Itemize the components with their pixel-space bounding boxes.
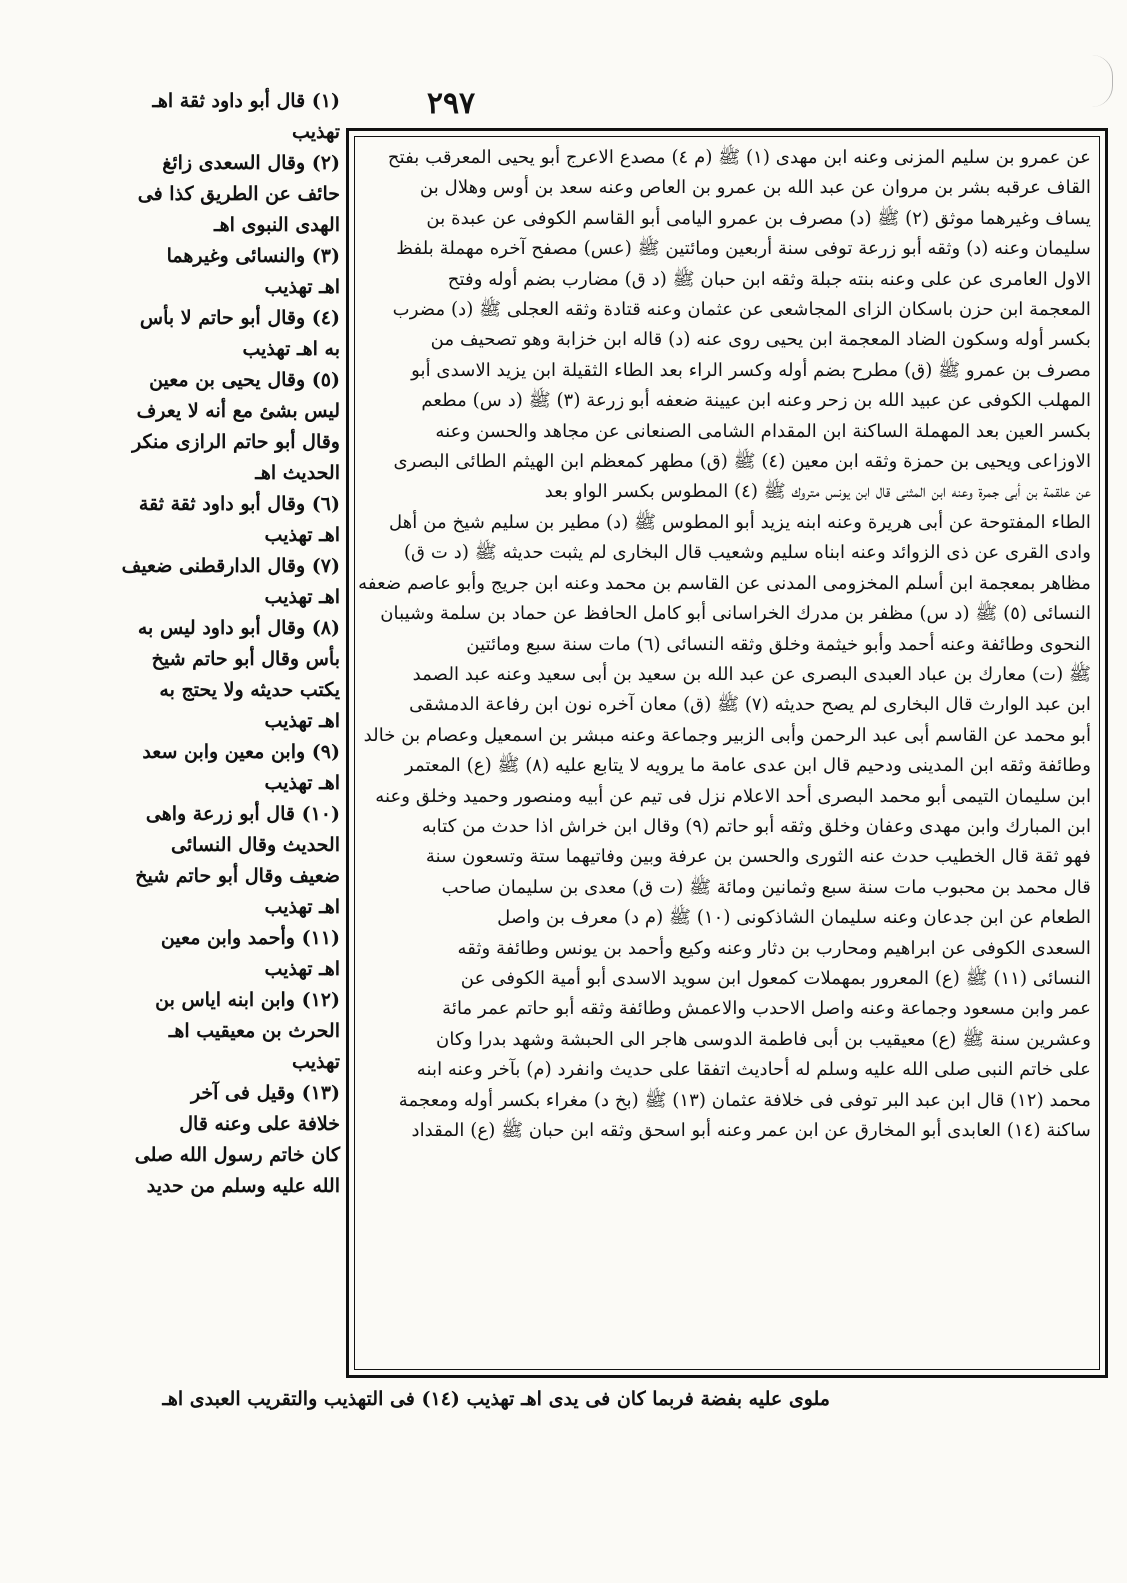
main-text-line: بكسر العين بعد المهملة الساكنة ابن المقدام الشامى الصنعانى عن مجاهد والحسن وعنه (435, 420, 1091, 442)
side-note-line: الحديث اهـ (255, 462, 340, 484)
main-text-line: ابن المبارك وابن مهدى وعفان وخلق وثقه أبو حاتم (٩) وقال ابن خراش اذا حدث من كتابه (421, 815, 1091, 837)
main-text-line: ﷺ (ت) معارك بن عباد العبدى البصرى عن عبد الله بن سعيد بن أبى سعيد وعنه عبد الصمد (412, 663, 1091, 685)
side-note-line: خلافة على وعنه قال (179, 1113, 340, 1135)
side-note-line: الله عليه وسلم من حديد (146, 1175, 340, 1197)
main-text-line: وادى القرى عن ذى الزوائد وعنه ابناه سليم وشعيب قال البخارى لم يثبت حديثه ﷺ (د ت ق) (403, 542, 1091, 564)
side-note-line: الحرث بن معيقيب اهـ (168, 1020, 340, 1042)
main-text-body (358, 143, 1091, 1365)
side-note-line: اهـ تهذيب (264, 276, 340, 298)
footer-note-line: ملوى عليه بفضة فربما كان فى يدى اهـ تهذيب (١٤) فى التهذيب والتقريب العبدى اهـ (162, 1388, 830, 1410)
side-note-line: تهذيب (292, 1051, 340, 1073)
side-note-line: (٨) وقال أبو داود ليس به (137, 617, 340, 639)
side-note-line: اهـ تهذيب (264, 586, 340, 608)
side-note-line: (٢) وقال السعدى زائغ (162, 152, 340, 174)
main-text-line: القاف عرقبه بشر بن مروان عن عبد الله بن عمرو بن العاص وعنه سعد بن أوس وهلال بن (419, 177, 1091, 199)
main-text-line: يساف وغيرهما موثق (٢) ﷺ (د) مصرف بن عمرو اليامى أبو القاسم الكوفى عن عبدة بن (426, 207, 1091, 229)
side-note-line: (٣) والنسائى وغيرهما (166, 245, 340, 267)
main-text-line: سليمان وعنه (د) وثقه أبو زرعة توفى سنة أربعين ومائتين ﷺ (عس) مصفح آخره مهملة بلفظ (396, 238, 1091, 260)
side-note-line: اهـ تهذيب (264, 772, 340, 794)
main-text-line: محمد (١٢) قال ابن عبد البر توفى فى خلافة عثمان (١٣) ﷺ (بخ د) مغراء بكسر أوله ومعجمة (398, 1089, 1091, 1111)
side-note-line: (١٣) وقيل فى آخر (190, 1082, 340, 1104)
side-note-line: اهـ تهذيب (264, 524, 340, 546)
main-text-line: قال محمد بن محبوب مات سنة سبع وثمانين ومائة ﷺ (ت ق) معدى بن سليمان صاحب (441, 876, 1091, 898)
side-note-line: (١٠) قال أبو زرعة واهى (145, 803, 340, 825)
side-note-line: (٧) وقال الدارقطنى ضعيف (121, 555, 340, 577)
side-note-line: الهدى النبوى اهـ (214, 214, 340, 236)
main-text-line: وطائفة وثقه ابن المدينى ودحيم قال ابن عدى عامة ما يرويه لا يتابع عليه (٨) ﷺ (ع) المعتمر (404, 755, 1091, 777)
main-text-line: الطاء المفتوحة عن أبى هريرة وعنه ابنه يزيد أبو المطوس ﷺ (د) مطير بن سليم شيخ من أهل (388, 511, 1091, 533)
main-text-line: مظاهر بمعجمة ابن أسلم المخزومى المدنى عن القاسم بن محمد وعنه ابن جريج وأبو عاصم ضعفه (358, 572, 1091, 594)
side-note-line: اهـ تهذيب (264, 710, 340, 732)
side-note-line: وقال أبو حاتم الرازى منكر (132, 431, 340, 453)
side-note-line: اهـ تهذيب (264, 896, 340, 918)
side-note-line: بأس وقال أبو حاتم شيخ (151, 648, 340, 670)
side-note-line: يكتب حديثه ولا يحتج به (159, 679, 340, 701)
side-note-line: اهـ تهذيب (264, 958, 340, 980)
main-text-line: عن عمرو بن سليم المزنى وعنه ابن مهدى (١) ﷺ (م ٤) مصدع الاعرج أبو يحيى المعرقب بفتح (387, 147, 1091, 168)
main-text-line: ابن عبد الوارث قال البخارى لم يصح حديثه (٧) ﷺ (ق) معان آخره نون ابن رفاعة الدمشقى (409, 694, 1091, 716)
side-note-line: (٥) وقال يحيى بن معين (149, 369, 340, 391)
side-notes-column (121, 86, 340, 1202)
main-text-line: الاول العامرى عن على وعنه بنته جبلة وثقه ابن حبان ﷺ (د ق) مضارب بضم أوله وفتح (447, 268, 1091, 290)
page-number: ٢٩٧ (426, 86, 476, 121)
side-note-line: (١) قال أبو داود ثقة اهـ (152, 90, 340, 112)
side-note-line: (٦) وقال أبو داود ثقة ثقة (138, 493, 340, 515)
main-text-line: ساكنة (١٤) العابدى أبو المخارق عن ابن عمر وعنه أبو اسحق وثقه ابن حبان ﷺ (ع) المقداد (411, 1120, 1091, 1141)
main-text-line: النسائى (١١) ﷺ (ع) المعرور بمهملات كمعول ابن سويد الاسدى أبو أمية الكوفى عن (460, 967, 1091, 989)
side-note-line: ضعيف وقال أبو حاتم شيخ (135, 865, 340, 887)
main-text-line: عمر وابن مسعود وجماعة وعنه واصل الاحدب والاعمش وطائفة وثقه أبو حاتم عمر مائة (442, 998, 1091, 1020)
side-note-line: ليس بشئ مع أنه لا يعرف (136, 400, 340, 422)
side-note-line: كان خاتم رسول الله صلى (134, 1144, 340, 1166)
main-text-line: مصرف بن عمرو ﷺ (ق) مطرح بضم أوله وكسر الراء بعد الطاء الثقيلة ابن يزيد الاسدى أبو (411, 359, 1091, 381)
side-note-line: (٩) وابن معين وابن سعد (142, 741, 340, 763)
main-text-frame (346, 128, 1108, 1378)
main-text-line: المهلب الكوفى عن عبيد الله بن زحر وعنه ابن عيينة ضعفه أبو زرعة (٣) ﷺ (د س) مطعم (421, 390, 1091, 412)
side-note-line: (٤) وقال أبو حاتم لا بأس (139, 307, 340, 329)
main-text-line: فهو ثقة قال الخطيب حدث عنه الثورى والحسن بن عرفة وبين وفاتيهما ستة وتسعون سنة (425, 846, 1091, 868)
side-note-line: (١٢) وابن ابنه اياس بن (155, 989, 340, 1011)
main-text-line: ابن سليمان التيمى أبو محمد البصرى أحد الاعلام نزل فى تيم عن أبيه ومنصور وحميد وخلق وعنه (375, 785, 1091, 807)
side-note-line: (١١) وأحمد وابن معين (160, 927, 340, 949)
main-text-line: المعجمة ابن حزن باسكان الزاى المجاشعى عن عثمان وعنه قتادة وثقه العجلى ﷺ (د) مضرب (392, 299, 1091, 321)
side-note-line: به اهـ تهذيب (242, 338, 340, 360)
main-text-line: النسائى (٥) ﷺ (د س) مظفر بن مدرك الخراسانى أبو كامل الحافظ عن حماد بن سلمة وشيبان (380, 603, 1091, 625)
main-text-line: السعدى الكوفى عن ابراهيم ومحارب بن دثار وعنه وكيع وأحمد بن يونس وطائفة وثقه (457, 937, 1091, 959)
main-text-line: النحوى وطائفة وعنه أحمد وأبو خيثمة وخلق وثقه النسائى (٦) مات سنة سبع ومائتين (466, 633, 1091, 655)
main-text-line: على خاتم النبى صلى الله عليه وسلم له أحاديث اتفقا على حديث وانفرد (م) بآخر وعنه ابنه (416, 1059, 1091, 1081)
side-note-line: الحديث وقال النسائى (171, 834, 340, 856)
main-text-line: الطعام عن ابن جدعان وعنه سليمان الشاذكونى (١٠) ﷺ (م د) معرف بن واصل (497, 907, 1091, 929)
side-note-line: حائف عن الطريق كذا فى (137, 183, 340, 205)
main-text-line: أبو محمد عن القاسم أبى عبد الرحمن وأبى الزبير وجماعة وعنه مبشر بن اسمعيل وعصام بن خالد (363, 724, 1091, 746)
page-corner-mark (1092, 55, 1113, 107)
side-note-line: تهذيب (292, 121, 340, 143)
main-text-line: وعشرين سنة ﷺ (ع) معيقيب بن أبى فاطمة الدوسى هاجر الى الحبشة وشهد بدرا وكان (436, 1028, 1091, 1050)
main-text-line: بكسر أوله وسكون الضاد المعجمة ابن يحيى روى عنه (د) قاله ابن خزابة وهو تصحيف من (430, 329, 1091, 351)
main-text-line: عن علقمة بن أبى جمرة وعنه ابن المثنى قال ابن يونس متروك ﷺ (٤) المطوس بكسر الواو بعد (544, 481, 1091, 503)
main-text-line: الاوزاعى ويحيى بن حمزة وثقه ابن معين (٤) ﷺ (ق) مطهر كمعظم ابن الهيثم الطائى البصرى (393, 451, 1091, 473)
